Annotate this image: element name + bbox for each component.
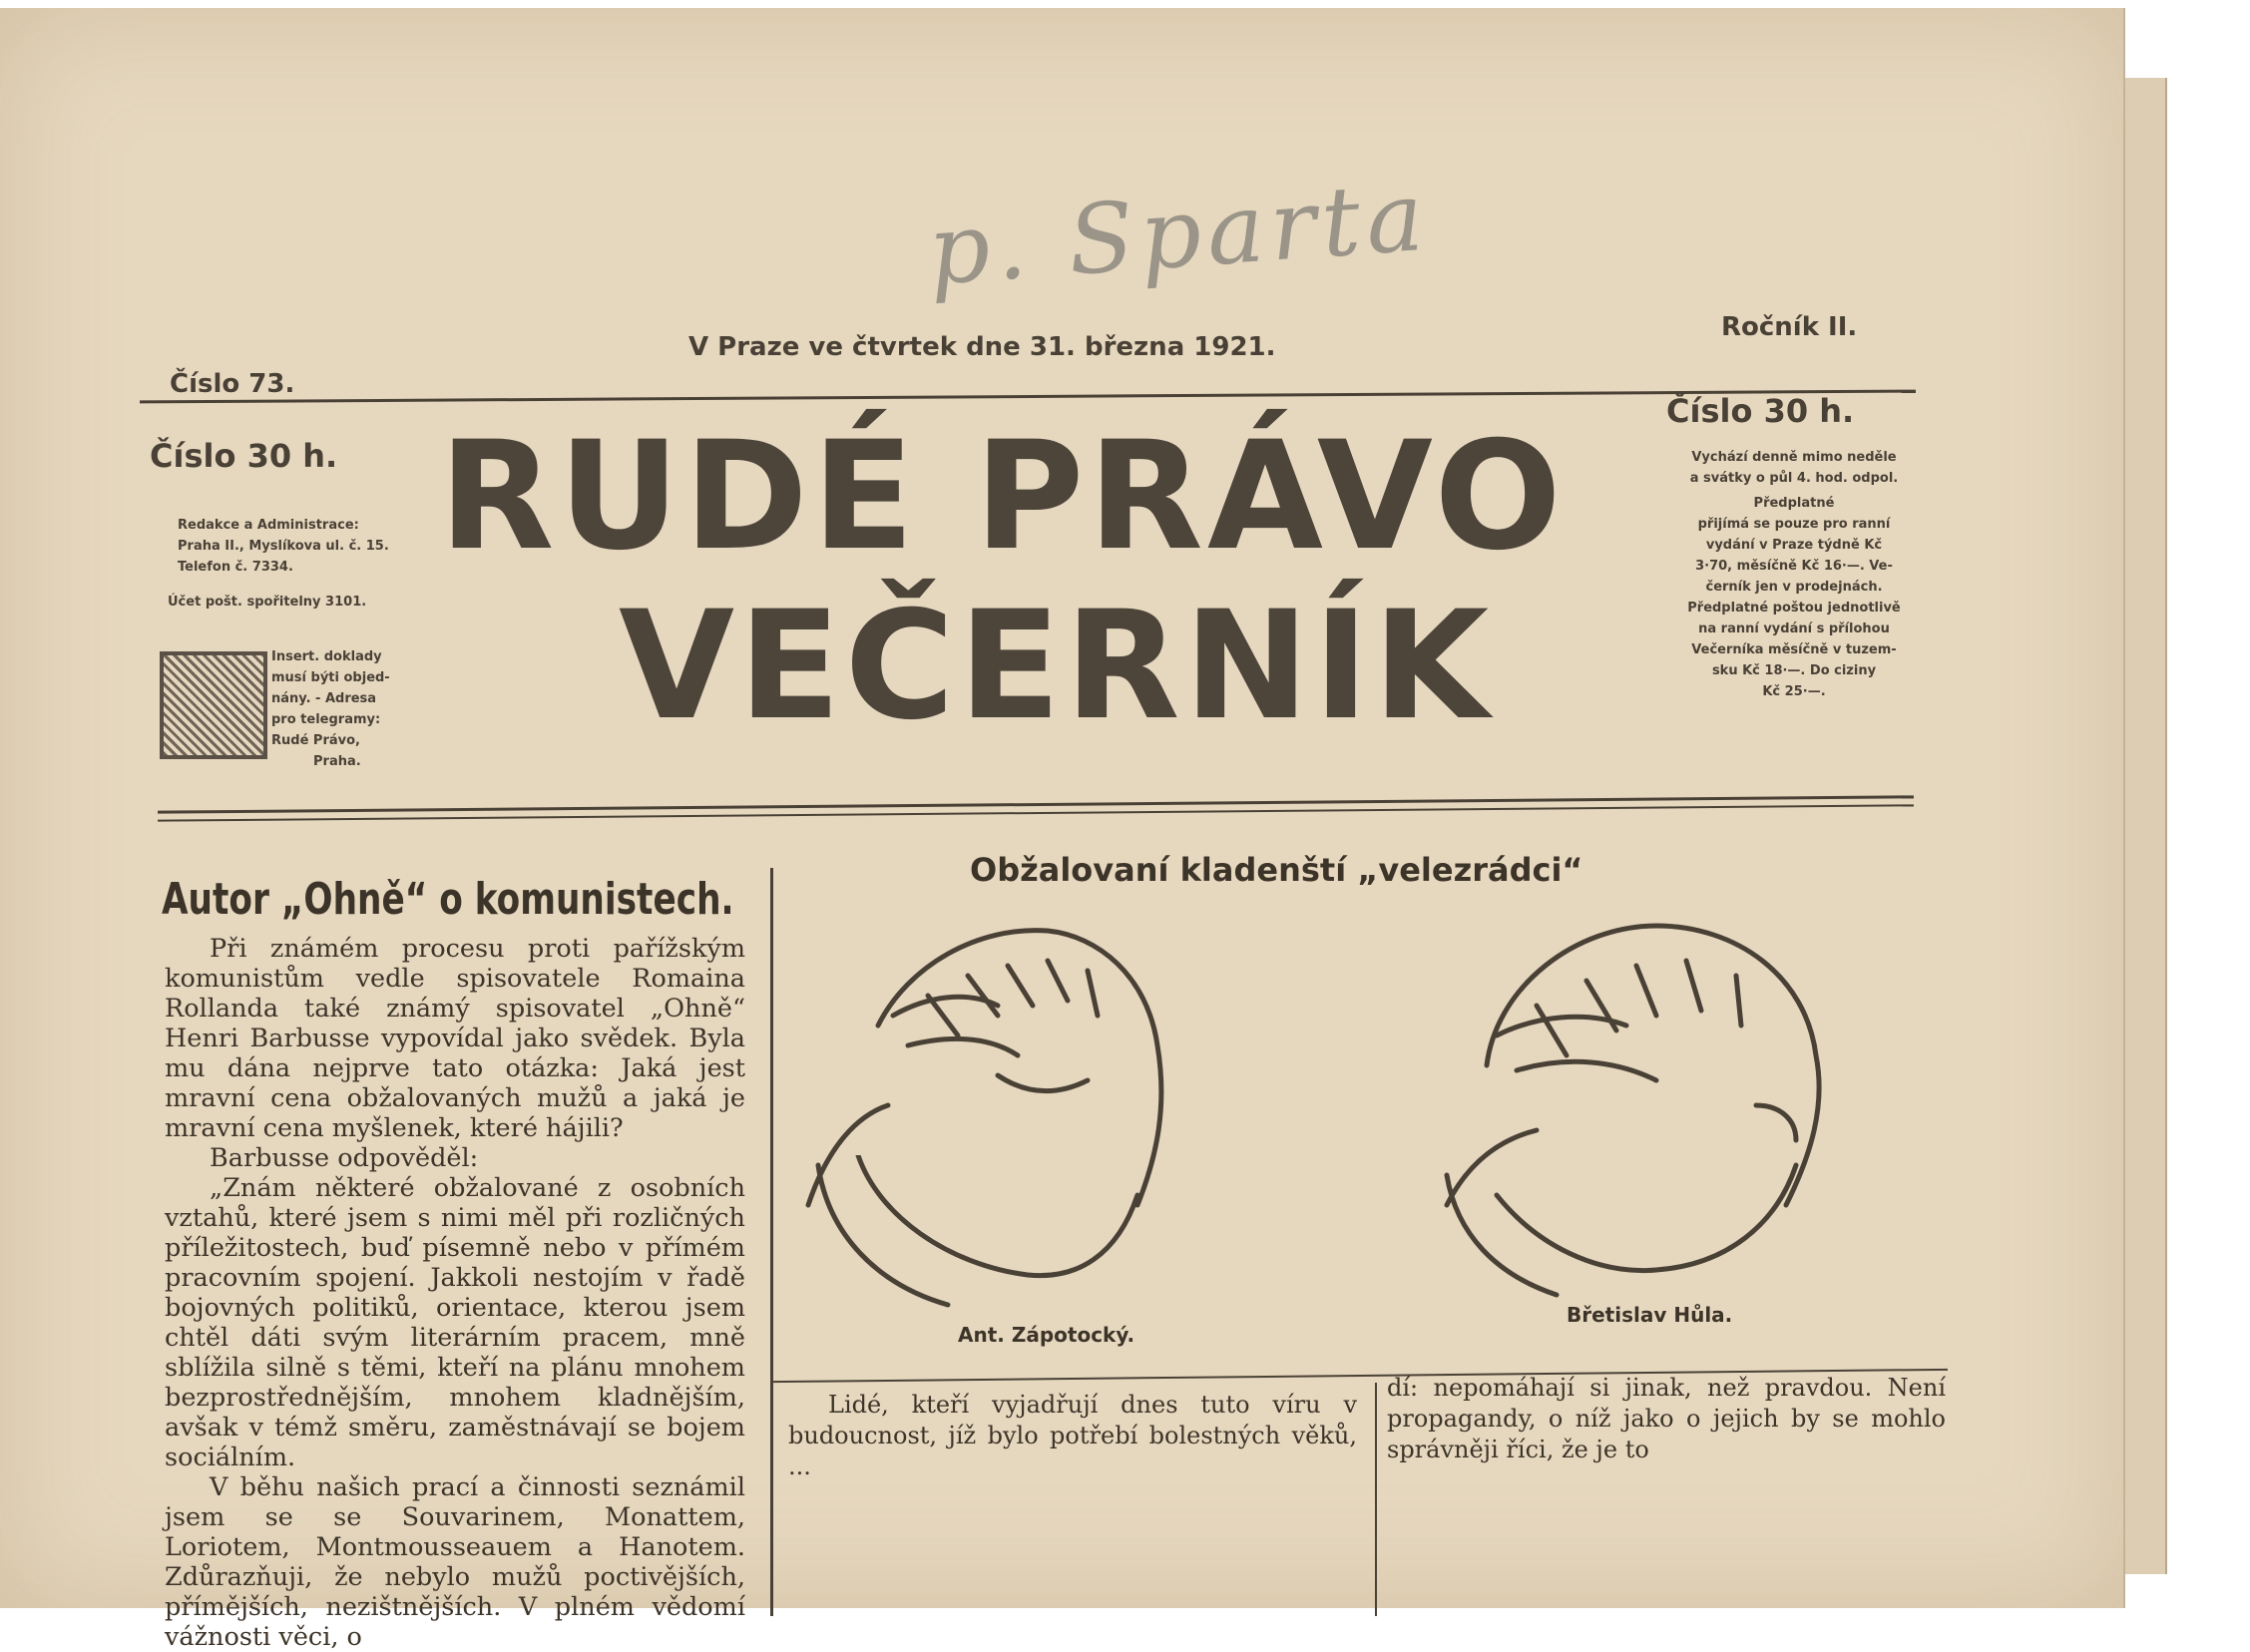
- newspaper-page: [0, 8, 2125, 1652]
- masthead-subtitle: VEČERNÍK: [619, 580, 1494, 753]
- right-ear-line: Večerníka měsíčně v tuzem-: [1691, 642, 1897, 657]
- left-ear-line: nány. - Adresa: [271, 691, 377, 706]
- portrait-sketches-lower: [798, 1155, 1926, 1325]
- bottom-left-text: Lidé, kteří vyjadřují dnes tuto víru v budoucnost, jíž bylo potřebí bolestných věků, ...: [788, 1391, 1357, 1480]
- top-rule: [140, 390, 1916, 404]
- article-paragraph: Při známém procesu proti pařížským komunistům vedle spisovatele Romaina Rollanda také známý spisovatel „Ohně“ Henri Barbusse vypovídal jako svědek. Byla mu dána nejprve tato otázka: Jaká jest mravní cena obžalovaných mužů a jaká je mravní cena myšlenek, které hájili?: [165, 934, 745, 1143]
- left-ear-line: Účet pošt. spořitelny 3101.: [168, 595, 367, 610]
- column-divider: [770, 868, 773, 1616]
- right-ear-line: vydání v Praze týdně Kč: [1705, 538, 1883, 553]
- article-body: [165, 934, 745, 1652]
- masthead-rule-2: [158, 804, 1914, 821]
- right-ear-line: Kč 25·—.: [1762, 684, 1826, 699]
- right-ear-line: sku Kč 18·—. Do ciziny: [1711, 663, 1877, 678]
- handwritten-note: p. Sparta: [924, 160, 1433, 307]
- masthead-rule-1: [158, 795, 1914, 813]
- right-ear-info: [1664, 447, 1924, 702]
- right-price: Číslo 30 h.: [1666, 392, 1855, 430]
- left-ear-notes: [271, 646, 421, 772]
- right-ear-line: Předplatné: [1753, 496, 1835, 511]
- dateline: V Praze ve čtvrtek dne 31. března 1921.: [688, 332, 1276, 362]
- postage-stamp-mark: [160, 651, 267, 759]
- masthead-title: RUDÉ PRÁVO: [439, 410, 1566, 584]
- left-portrait-caption: Ant. Zápotocký.: [958, 1323, 1135, 1347]
- left-ear-line: Insert. doklady: [271, 649, 382, 664]
- right-ear-line: přijímá se pouze pro ranní: [1697, 517, 1891, 532]
- article-headline: Autor „Ohně“ o komunistech.: [162, 874, 734, 925]
- issue-number: Číslo 73.: [170, 369, 295, 399]
- right-ear-line: na ranní vydání s přílohou: [1698, 621, 1890, 636]
- lower-column-divider: [1375, 1383, 1377, 1616]
- right-ear-line: Vychází denně mimo neděle: [1691, 450, 1897, 465]
- article-paragraph: Barbusse odpověděl:: [210, 1143, 479, 1173]
- left-ear-line: Praha II., Myslíkova ul. č. 15.: [178, 539, 389, 554]
- volume: Ročník II.: [1721, 312, 1858, 342]
- left-ear-line: Rudé Právo,: [271, 733, 360, 748]
- right-ear-line: 3·70, měsíčně Kč 16·—. Ve-: [1695, 559, 1893, 574]
- left-ear-line: Telefon č. 7334.: [178, 560, 293, 575]
- right-ear-line: a svátky o půl 4. hod. odpol.: [1689, 471, 1899, 486]
- right-ear-line: Předplatné poštou jednotlivě: [1687, 601, 1901, 616]
- right-portrait-caption: Břetislav Hůla.: [1567, 1303, 1733, 1327]
- article-paragraph: „Znám některé obžalované z osobních vztahů, které jsem s nimi měl při rozličných příležitostech, buď písemně nebo v přímém pracovním spojení. Jakkoli nestojím v řadě bojovných politiků, orientace, kterou jsem chtěl dáti svým literárním pracem, mně sblížila silně s těmi, kteří na plánu mnohem bezprostřednějším, mnohem kladnějším, avšak v témž směru, zaměstnávají se bojem sociálním.: [165, 1173, 745, 1472]
- bottom-right-text: dí: nepomáhají si jinak, než pravdou. Není propagandy, o níž jako o jejich by se mohlo správněji říci, že je to: [1387, 1374, 1946, 1463]
- article-paragraph: V běhu našich prací a činnosti seznámil jsem se se Souvarinem, Monattem, Loriotem, Montmousseauem a Hanotem. Zdůrazňuji, že nebylo mužů poctivějších, přímějších, nezištnějších. V plném vědomí vážnosti věci, o: [165, 1472, 745, 1652]
- left-ear-info: [168, 515, 417, 613]
- left-ear-line: Redakce a Administrace:: [178, 518, 359, 533]
- right-ear-line: černík jen v prodejnách.: [1705, 580, 1883, 595]
- left-ear-line: pro telegramy:: [271, 712, 381, 727]
- portraits-title: Obžalovaní kladenští „velezrádci“: [970, 851, 1583, 889]
- left-ear-line: musí býti objed-: [271, 670, 390, 685]
- left-price: Číslo 30 h.: [150, 437, 338, 475]
- left-ear-line: Praha.: [313, 754, 361, 769]
